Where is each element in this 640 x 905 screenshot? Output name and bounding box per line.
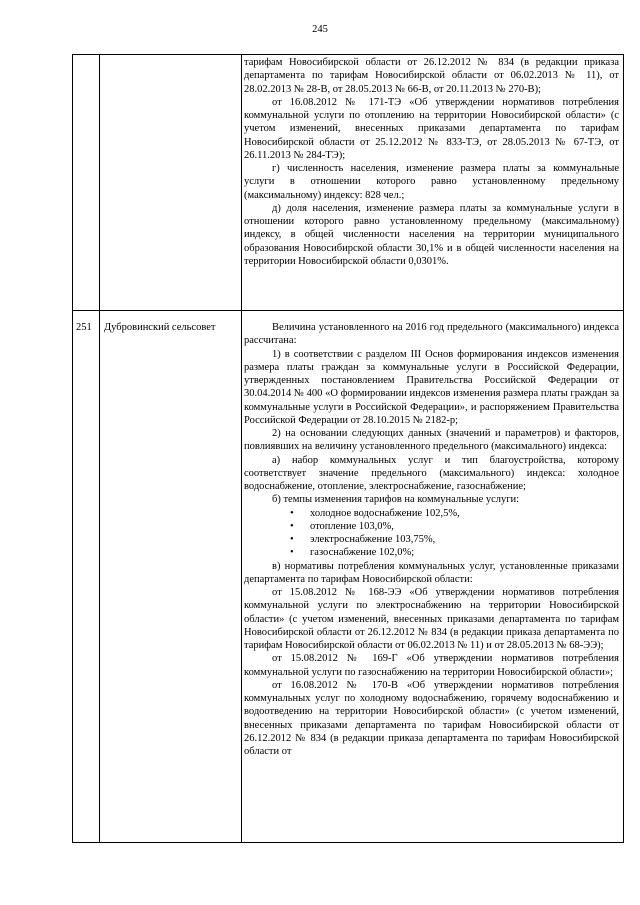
paragraph: от 16.08.2012 № 170-В «Об утверждении нормативов потребления коммунальных услуг по холодному водоснабжению, горячему водоснабжению и водоотведению на территории Новосибирской области» (с учетом изменений, внесенных приказами департамента по тарифам Новосибирской области от 26.12.2012 № 834 (в редакции приказа департамента по тарифам Новосибирской области от [244,679,619,757]
paragraph: тарифам Новосибирской области от 26.12.2012 № 834 (в редакции приказа департамента по тарифам Новосибирской области от 06.02.2013 № 11), от 28.02.2013 № 28-В, от 28.05.2013 № 66-В, от 20.11.2013 № 270-В); [244,57,619,95]
row-251-text [244,321,619,758]
table-border-left [72,55,73,842]
paragraph: г) численность населения, изменение размера платы за коммунальные услуги в отношении которого равно установленному предельному (максимальному) индексу: 828 чел.; [244,163,619,201]
paragraph: д) доля населения, изменение размера платы за коммунальные услуги в отношении которого равно установленному предельному (максимальному) индексу, в общей численности населения на территории муниципального образования Новосибирской области 30,1% и в общей численности населения на территории Новосибирской области 0,0301%. [244,202,619,267]
paragraph: от 16.08.2012 № 171-ТЭ «Об утверждении нормативов потребления коммунальной услуги по отоплению на территории Новосибирской области» (с учетом изменений, внесенных приказами департамента по тарифам Новосибирской области от 25.12.2012 № 833-ТЭ, от 28.05.2013 № 67-ТЭ, от 26.11.2013 № 284-ТЭ); [244,96,619,161]
document-table [72,54,624,843]
list-item: • газоснабжение 102,0%; [310,546,619,559]
paragraph: в) нормативы потребления коммунальных услуг, установленные приказами департамента по тарифам Новосибирской области: [244,560,619,585]
municipality-name: Дубровинский сельсовет [104,322,216,333]
list-item: • электроснабжение 103,75%, [310,533,619,546]
paragraph: 2) на основании следующих данных (значений и параметров) и факторов, повлиявших на величину установленного предельного (максимального) индекса: [244,428,619,453]
paragraph: от 15.08.2012 № 169-Г «Об утверждении нормативов потребления коммунальной услуги по газоснабжению на территории Новосибирской области»; [244,653,619,678]
tariff-list [244,507,619,560]
list-item: • отопление 103,0%, [310,520,619,533]
row-number: 251 [76,322,92,333]
paragraph: 1) в соответствии с разделом III Основ формирования индексов изменения размера платы граждан за коммунальные услуги в Российской Федерации, утвержденных постановлением Правительства Российской Федерации от 30.04.2014 № 400 «О формировании индексов изменения размера платы граждан за коммунальные услуги в Российской Федерации», и распоряжением Правительства Российской Федерации от 28.10.2015 № 2182-р; [244,348,619,426]
column-divider-number [99,55,100,842]
column-divider-name [241,55,242,842]
paragraph: от 15.08.2012 № 168-ЭЭ «Об утверждении нормативов потребления коммунальной услуги по электроснабжению на территории Новосибирской области» (с учетом изменений, внесенных приказами департамента по тарифам Новосибирской области от 26.12.2012 № 834 (в редакции приказа департамента по тарифам Новосибирской области от 06.02.2013 № 11) и от 28.05.2013 № 68-ЭЭ); [244,587,619,651]
row-divider [72,310,624,311]
list-item: • холодное водоснабжение 102,5%, [310,507,619,520]
page-number: 245 [312,24,328,35]
paragraph: а) набор коммунальных услуг и тип благоустройства, которому соответствует значение предельного (максимального) индекса: холодное водоснабжение, отопление, электроснабжение, газоснабжение; [244,454,619,492]
continued-row-text [244,56,619,268]
paragraph: Величина установленного на 2016 год предельного (максимального) индекса рассчитана: [244,322,619,347]
table-border-right [623,55,624,842]
paragraph: б) темпы изменения тарифов на коммунальные услуги: [272,494,520,506]
